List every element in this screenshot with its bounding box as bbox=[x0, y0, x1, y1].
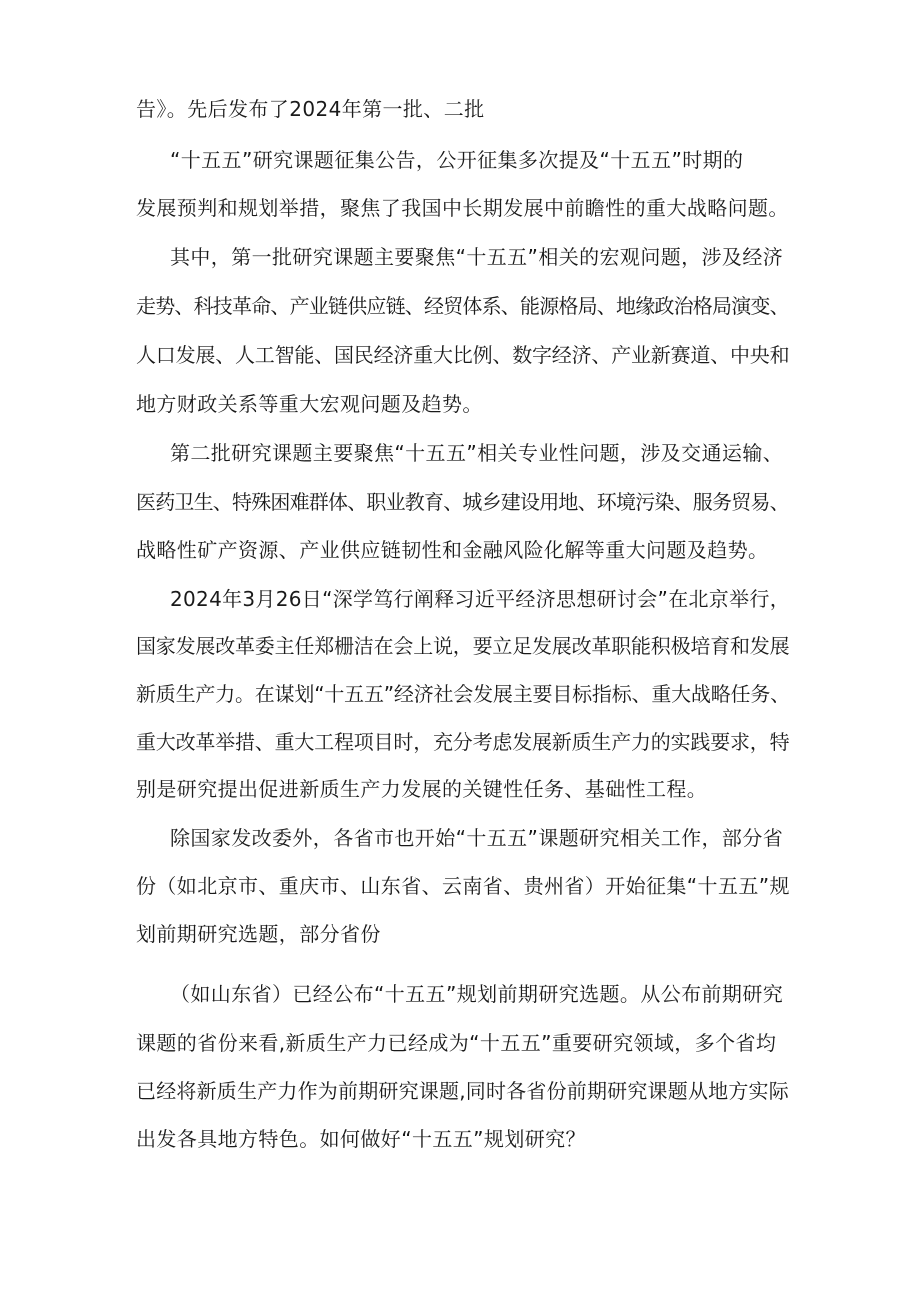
text-line-1: 告》。先后发布了2024年第一批、二批 bbox=[136, 97, 485, 121]
text-line-2: “十五五”研究课题征集公告，公开征集多次提及“十五五”时期的 bbox=[170, 148, 744, 172]
text-line-13: 新质生产力。在谋划“十五五”经济社会发展主要目标指标、重大战略任务、 bbox=[136, 682, 790, 706]
text-line-6: 人口发展、人工智能、国民经济重大比例、数字经济、产业新赛道、中央和 bbox=[136, 343, 790, 367]
text-line-8: 第二批研究课题主要聚焦“十五五”相关专业性问题，涉及交通运输、 bbox=[170, 441, 784, 465]
text-line-19: （如山东省）已经公布“十五五”规划前期研究选题。从公布前期研究 bbox=[170, 982, 784, 1006]
text-line-21: 已经将新质生产力作为前期研究课题,同时各省份前期研究课题从地方实际 bbox=[136, 1079, 789, 1103]
text-line-12: 国家发展改革委主任郑栅洁在会上说，要立足发展改革职能积极培育和发展 bbox=[136, 634, 790, 658]
text-line-17: 份（如北京市、重庆市、山东省、云南省、贵州省）开始征集“十五五”规 bbox=[136, 874, 790, 898]
text-line-18: 划前期研究选题，部分省份 bbox=[136, 922, 381, 946]
text-line-7: 地方财政关系等重大宏观问题及趋势。 bbox=[136, 392, 483, 416]
text-line-16: 除国家发改委外，各省市也开始“十五五”课题研究相关工作，部分省 bbox=[170, 826, 784, 850]
text-line-22: 出发各具地方特色。如何做好“十五五”规划研究？ bbox=[136, 1127, 586, 1151]
text-line-5: 走势、科技革命、产业链供应链、经贸体系、能源格局、地缘政治格局演变、 bbox=[136, 294, 789, 318]
text-line-4: 其中，第一批研究课题主要聚焦“十五五”相关的宏观问题，涉及经济 bbox=[170, 245, 784, 269]
text-line-20: 课题的省份来看,新质生产力已经成为“十五五”重要研究领域，多个省均 bbox=[136, 1031, 777, 1055]
text-line-15: 别是研究提出促进新质生产力发展的关键性任务、基础性工程。 bbox=[136, 777, 708, 801]
text-line-3: 发展预判和规划举措，聚焦了我国中长期发展中前瞻性的重大战略问题。 bbox=[136, 196, 789, 220]
text-line-9: 医药卫生、特殊困难群体、职业教育、城乡建设用地、环境污染、服务贸易、 bbox=[136, 490, 789, 514]
text-line-11: 2024年3月26日“深学笃行阐释习近平经济思想研讨会”在北京举行， bbox=[170, 587, 790, 611]
text-line-10: 战略性矿产资源、产业供应链韧性和金融风险化解等重大问题及趋势。 bbox=[136, 538, 769, 562]
text-line-14: 重大改革举措、重大工程项目时，充分考虑发展新质生产力的实践要求，特 bbox=[136, 730, 790, 754]
